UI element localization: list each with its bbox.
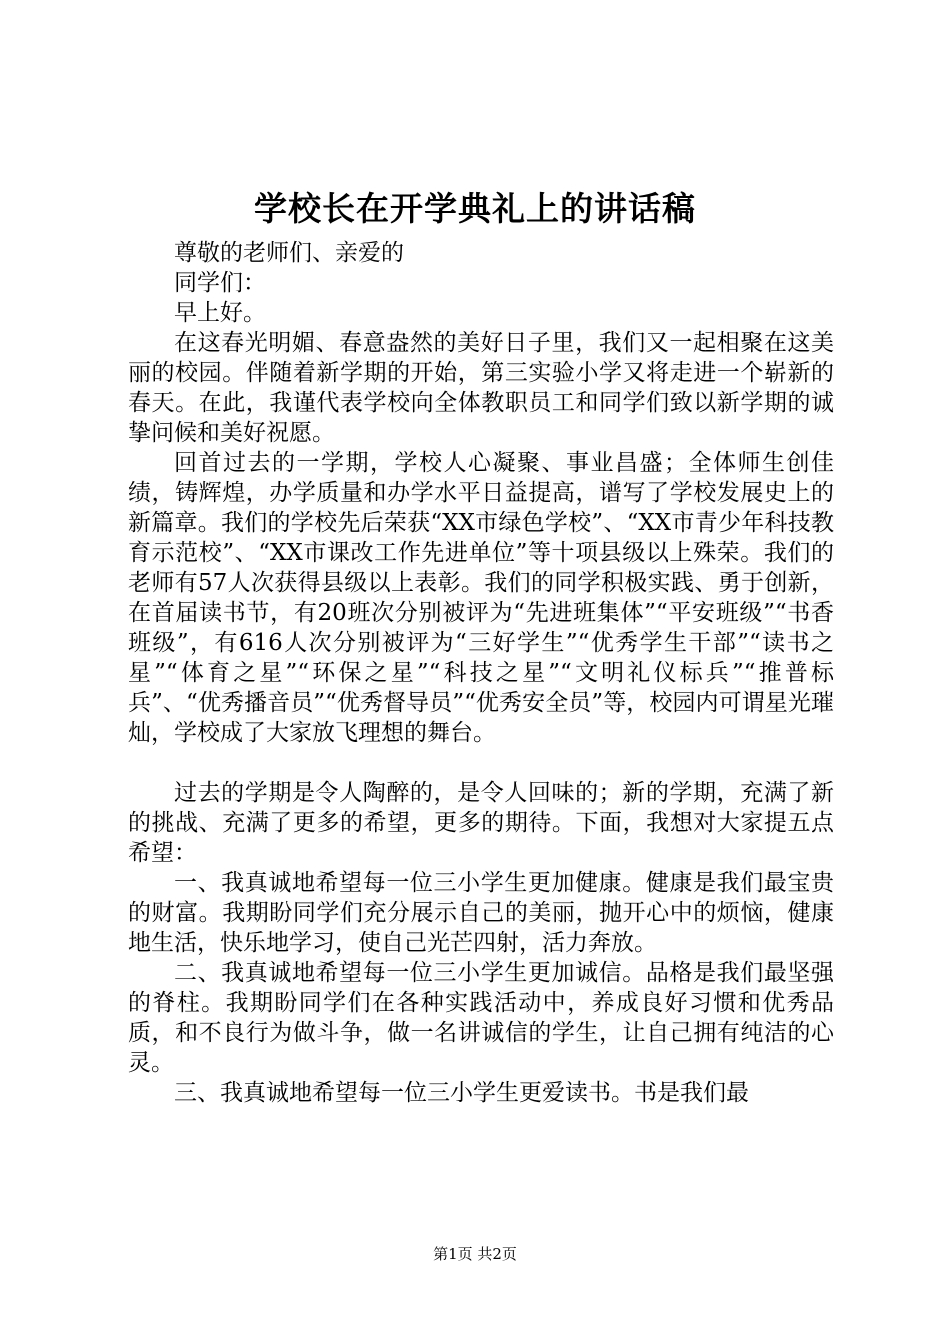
blank-line	[128, 748, 834, 778]
paragraph-hope-3: 三、我真诚地希望每一位三小学生更爱读书。书是我们最	[174, 1080, 749, 1106]
paragraph-hope-1: 一、我真诚地希望每一位三小学生更加健康。健康是我们最宝贵的财富。我期盼同学们充分展示自己的美丽，抛开心中的烦恼，健康地生活，快乐地学习，使自己光芒四射，活力奔放。	[128, 870, 834, 956]
paragraph-hope-2: 二、我真诚地希望每一位三小学生更加诚信。品格是我们最坚强的脊柱。我期盼同学们在各种实践活动中，养成良好习惯和优秀品质，和不良行为做斗争，做一名讲诚信的学生，让自己拥有纯洁的心灵。	[128, 960, 834, 1076]
paragraph-review: 回首过去的一学期，学校人心凝聚、事业昌盛；全体师生创佳绩，铸辉煌，办学质量和办学水平日益提高，谱写了学校发展史上的新篇章。我们的学校先后荣获“XX市绿色学校”、“XX市青少年科技教育示范校”、“XX市课改工作先进单位”等十项县级以上殊荣。我们的老师有57人次获得县级以上表彰。我们的同学积极实践、勇于创新，在首届读书节，有20班次分别被评为“先进班集体”“平安班级”“书香班级”，有616人次分别被评为“三好学生”“优秀学生干部”“读书之星”“体育之星”“环保之星”“科技之星”“文明礼仪标兵”“推普标兵”、“优秀播音员”“优秀督导员”“优秀安全员”等，校园内可谓星光璀灿，学校成了大家放飞理想的舞台。	[128, 450, 834, 746]
salutation-line-2: 同学们：	[174, 270, 266, 296]
salutation-line-1: 尊敬的老师们、亲爱的	[174, 240, 404, 266]
document-title: 学校长在开学典礼上的讲话稿	[254, 189, 696, 228]
paragraph-opening: 在这春光明媚、春意盎然的美好日子里，我们又一起相聚在这美丽的校园。伴随着新学期的开始，第三实验小学又将走进一个崭新的春天。在此，我谨代表学校向全体教职员工和同学们致以新学期的诚挚问候和美好祝愿。	[128, 330, 834, 446]
greeting: 早上好。	[174, 300, 266, 326]
paragraph-hopes-intro: 过去的学期是令人陶醉的，是令人回味的；新的学期，充满了新的挑战、充满了更多的希望，更多的期待。下面，我想对大家提五点希望：	[128, 780, 834, 866]
page-number-footer: 第1页 共2页	[433, 1245, 517, 1263]
document-body	[128, 238, 834, 1108]
